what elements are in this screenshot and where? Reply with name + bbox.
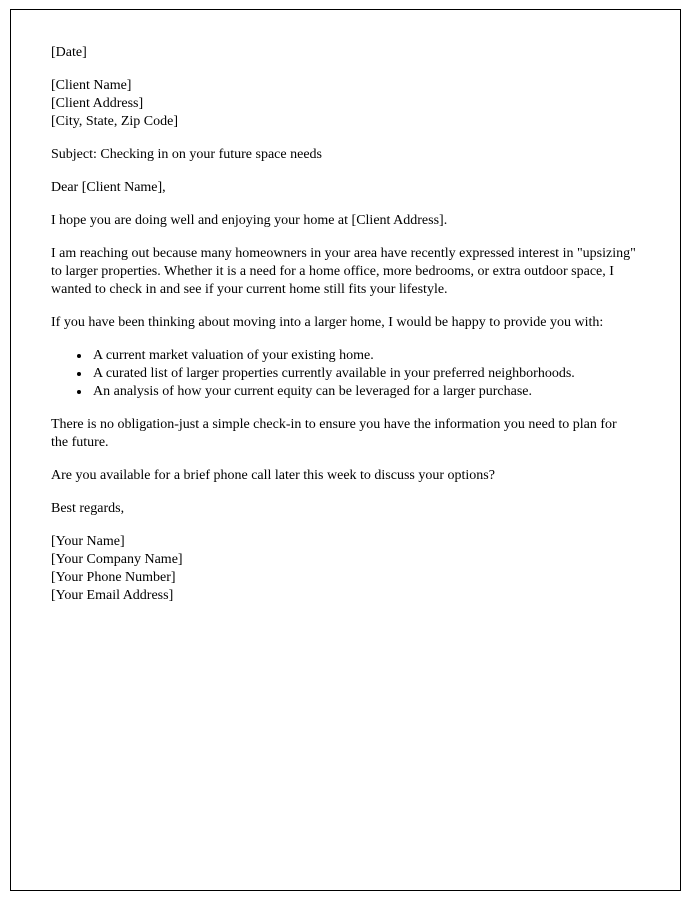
paragraph-intro: I hope you are doing well and enjoying your home at [Client Address]. [51,213,448,228]
bullet-item-curated-list: • A curated list of larger properties currently available in your preferred neighborhoods. [91,365,637,383]
signature-email: [Your Email Address] [51,588,174,603]
subject-line: Subject: Checking in on your future space needs [51,147,322,162]
signature-block [51,533,637,605]
recipient-name: [Client Name] [51,78,132,93]
bullet-item-equity-analysis: • An analysis of how your current equity can be leveraged for a larger purchase. [91,383,637,401]
bullet-item-valuation: • A current market valuation of your existing home. [91,347,637,365]
paragraph-offer: If you have been thinking about moving into a larger home, I would be happy to provide you with: [51,315,604,330]
recipient-address: [Client Address] [51,96,144,111]
paragraph-call-to-action: Are you available for a brief phone call later this week to discuss your options? [51,468,495,483]
paragraph-no-obligation: There is no obligation-just a simple check-in to ensure you have the information you need to plan for the future. [51,417,617,450]
closing: Best regards, [51,501,125,516]
offer-bullet-list [51,347,637,401]
date-placeholder: [Date] [51,45,87,60]
signature-phone: [Your Phone Number] [51,570,176,585]
signature-company: [Your Company Name] [51,552,183,567]
letter-page [10,9,681,891]
signature-name: [Your Name] [51,534,125,549]
salutation: Dear [Client Name], [51,180,166,195]
recipient-city-state-zip: [City, State, Zip Code] [51,114,179,129]
paragraph-reason: I am reaching out because many homeowners in your area have recently expressed interest in "upsizing" to larger properties. Whether it is a need for a home office, more bedrooms, or extra outdoor space, I wanted to check in and see if your current home still fits your lifestyle. [51,246,636,297]
letter-body [51,44,637,605]
recipient-block [51,77,637,131]
